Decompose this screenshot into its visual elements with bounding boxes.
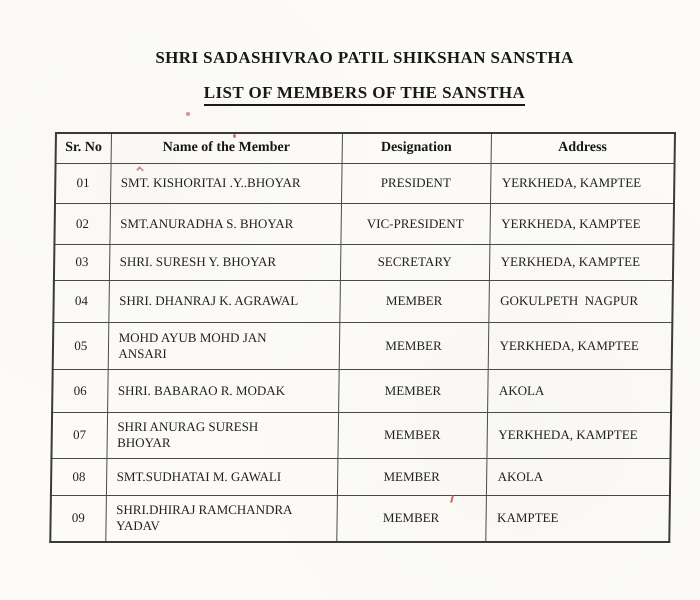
members-table bbox=[49, 132, 676, 543]
table-row bbox=[54, 203, 674, 244]
sr-no-cell: 02 bbox=[54, 203, 110, 244]
document-title: SHRI SADASHIVRAO PATIL SHIKSHAN SANSTHA bbox=[155, 48, 574, 67]
name-cell: SMT.SUDHATAI M. GAWALI bbox=[106, 458, 338, 495]
document-subtitle: LIST OF MEMBERS OF THE SANSTHA bbox=[204, 83, 525, 106]
address-cell: YERKHEDA, KAMPTEE bbox=[488, 322, 673, 369]
sr-no-cell: 07 bbox=[51, 412, 107, 458]
address-cell: AKOLA bbox=[486, 458, 671, 495]
designation-cell: VIC-PRESIDENT bbox=[340, 203, 490, 244]
address-cell: GOKULPETH NAGPUR bbox=[488, 280, 673, 322]
table-row bbox=[53, 280, 673, 322]
header-designation: Designation bbox=[342, 133, 491, 163]
name-cell: SHRI. SURESH Y. BHOYAR bbox=[109, 244, 341, 280]
name-cell: MOHD AYUB MOHD JAN ANSARI bbox=[108, 322, 340, 369]
name-cell: SHRI.DHIRAJ RAMCHANDRA YADAV bbox=[105, 495, 337, 542]
address-cell: AKOLA bbox=[487, 369, 672, 412]
address-cell: YERKHEDA, KAMPTEE bbox=[490, 163, 675, 203]
designation-cell: MEMBER bbox=[338, 369, 488, 412]
address-cell: YERKHEDA, KAMPTEE bbox=[486, 412, 671, 458]
address-cell: YERKHEDA, KAMPTEE bbox=[489, 244, 674, 280]
designation-cell: MEMBER bbox=[337, 458, 487, 495]
red-scan-speck bbox=[185, 111, 190, 116]
sr-no-cell: 06 bbox=[52, 369, 108, 412]
designation-cell: SECRETARY bbox=[340, 244, 490, 280]
table-row bbox=[51, 458, 671, 495]
red-dot-above-member-header bbox=[233, 134, 236, 138]
address-cell: YERKHEDA, KAMPTEE bbox=[489, 203, 674, 244]
designation-cell: MEMBER bbox=[339, 280, 489, 322]
sr-no-cell: 09 bbox=[50, 495, 106, 542]
header-name: Name of the Member bbox=[111, 133, 342, 163]
name-cell: SHRI. DHANRAJ K. AGRAWAL bbox=[108, 280, 340, 322]
designation-cell: PRESIDENT bbox=[341, 163, 491, 203]
designation-cell: MEMBER bbox=[337, 412, 487, 458]
table-row bbox=[51, 412, 671, 458]
address-cell: KAMPTEE bbox=[485, 495, 670, 542]
table-row bbox=[53, 322, 673, 369]
sr-no-cell: 05 bbox=[53, 322, 109, 369]
name-cell: SMT.ANURADHA S. BHOYAR bbox=[109, 203, 341, 244]
table-header-row bbox=[56, 133, 675, 163]
name-cell: SMT. KISHORITAI .Y..BHOYAR bbox=[110, 163, 342, 203]
name-cell: SHRI ANURAG SURESH BHOYAR bbox=[106, 412, 338, 458]
table-row bbox=[50, 495, 670, 542]
table-row bbox=[54, 244, 674, 280]
sr-no-cell: 04 bbox=[53, 280, 109, 322]
name-cell: SHRI. BABARAO R. MODAK bbox=[107, 369, 339, 412]
designation-cell: MEMBER bbox=[339, 322, 489, 369]
sr-no-cell: 01 bbox=[55, 163, 111, 203]
designation-cell: MEMBER bbox=[336, 495, 486, 542]
sr-no-cell: 03 bbox=[54, 244, 110, 280]
table-row bbox=[52, 369, 672, 412]
header-sr-no: Sr. No bbox=[56, 133, 111, 163]
table-row bbox=[55, 163, 675, 203]
sr-no-cell: 08 bbox=[51, 458, 107, 495]
header-address: Address bbox=[491, 133, 675, 163]
document-subtitle-wrap bbox=[55, 83, 674, 106]
